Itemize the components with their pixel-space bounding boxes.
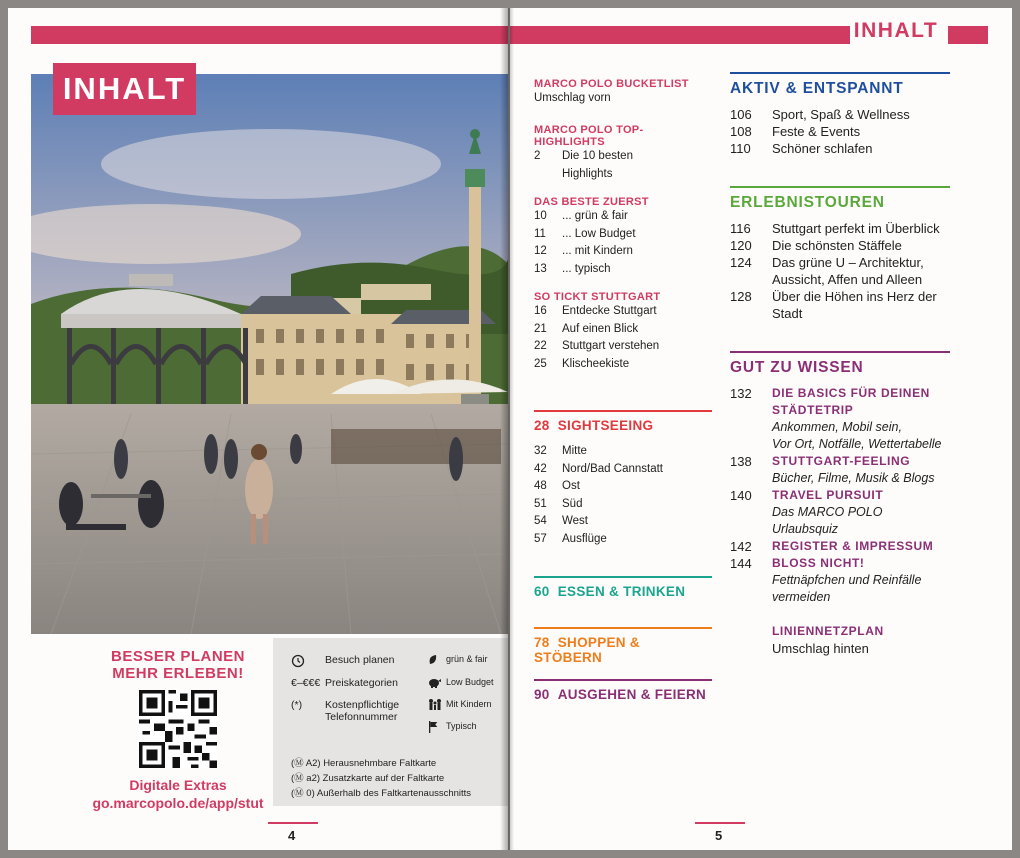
page-number-rule: [695, 822, 745, 824]
aktiv-heading[interactable]: AKTIV & ENTSPANNT: [730, 80, 904, 97]
legend-label: Besuch planen: [325, 654, 395, 666]
toc-item-cont: [730, 271, 950, 288]
inhalt-badge: INHALT: [53, 63, 196, 115]
toc-text: Stuttgart verstehen: [562, 340, 660, 352]
schlossplatz-illustration: [31, 74, 508, 634]
toc-item[interactable]: [730, 106, 950, 123]
section-sightseeing: [534, 410, 712, 548]
toc-item[interactable]: [730, 288, 950, 305]
toc-sub: Umschlag hinten: [772, 641, 869, 656]
right-page: [510, 8, 1012, 850]
toc-num: 51: [534, 497, 547, 510]
toc-text: Über die Höhen ins Herz der: [772, 289, 937, 304]
toc-num: 13: [534, 262, 547, 275]
toc-item[interactable]: [730, 237, 950, 254]
toc-text: ... mit Kindern: [562, 245, 633, 257]
toc-num: 22: [534, 340, 547, 352]
piggy-bank-icon: [428, 677, 446, 690]
toc-item-bloss[interactable]: [730, 555, 950, 572]
dasbeste-list: [534, 208, 712, 278]
toc-text: Schöner schlafen: [772, 141, 873, 156]
toc-text: Sport, Spaß & Wellness: [772, 107, 910, 122]
section-num: 78: [534, 635, 550, 650]
promo-url-link[interactable]: go.marcopolo.de/app/stut: [92, 795, 264, 811]
toc-text: Auf einen Blick: [562, 322, 639, 335]
toc-text: ... grün & fair: [562, 210, 628, 222]
toc-text: Aussicht, Affen und Alleen: [772, 272, 923, 287]
toc-num: 57: [534, 532, 547, 545]
clock-icon: [291, 654, 325, 671]
shoppen-heading[interactable]: [534, 629, 712, 665]
toc-title: STÄDTETRIP: [772, 403, 854, 417]
header-bar: [31, 26, 508, 44]
toc-item[interactable]: [534, 461, 712, 479]
section-num: 28: [534, 418, 550, 433]
section-aktiv: [730, 72, 950, 157]
toc-text: Mitte: [562, 445, 587, 457]
map-note: (Ⓜ a2) Zusatzkarte auf der Faltkarte: [291, 773, 445, 784]
toc-num: 124: [730, 255, 752, 270]
toc-num: 116: [730, 221, 751, 236]
toc-text: Stuttgart perfekt im Überblick: [772, 221, 940, 236]
toc-title: TRAVEL PURSUIT: [772, 488, 884, 502]
legend-icon-label: Mit Kindern: [446, 699, 492, 709]
toc-num: 48: [534, 480, 547, 492]
toc-sub: Vor Ort, Notfälle, Wettertabelle: [772, 437, 942, 451]
toc-sub: Das MARCO POLO Urlaubsquiz: [772, 505, 883, 536]
toc-item[interactable]: [534, 356, 712, 374]
toc-num: 32: [534, 445, 547, 457]
toc-num: 106: [730, 107, 752, 122]
map-notes: [291, 756, 471, 801]
toc-item[interactable]: [534, 261, 712, 279]
toc-sub: vermeiden: [772, 590, 831, 604]
toc-sub: Ankommen, Mobil sein,: [772, 420, 902, 434]
toc-title: DIE BASICS FÜR DEINEN: [772, 386, 930, 400]
promo-box: [88, 648, 268, 812]
bucketlist-title: MARCO POLO BUCKETLIST: [534, 78, 689, 90]
legend-label: Preiskategorien: [325, 677, 398, 689]
toc-text: ... typisch: [562, 262, 611, 275]
toc-num: 120: [730, 238, 752, 253]
toc-item[interactable]: [534, 496, 712, 514]
toc-item-travel[interactable]: [730, 487, 950, 504]
page-number: 5: [715, 828, 723, 843]
toc-text: Süd: [562, 497, 583, 510]
phone-symbol: (*): [291, 699, 303, 711]
section-gut-zu-wissen: [730, 351, 950, 657]
toc-text: Die schönsten Stäffele: [772, 238, 902, 253]
toc-item[interactable]: [534, 338, 712, 356]
legend-besuch: [291, 654, 394, 671]
flag-icon: [428, 721, 446, 735]
toc-sub: Bücher, Filme, Musik & Blogs: [772, 471, 935, 485]
toc-item[interactable]: [730, 220, 950, 237]
erlebnis-list: [730, 220, 950, 322]
toc-item[interactable]: [730, 140, 950, 157]
ausgehen-heading[interactable]: [534, 681, 712, 702]
toc-num: 138: [730, 454, 752, 469]
sotickt-list: [534, 303, 712, 373]
header-bar-end: [948, 26, 988, 44]
legend-typisch: [428, 721, 477, 735]
section-num: 90: [534, 687, 550, 702]
toc-num: 132: [730, 386, 752, 401]
legend-label: Kostenpflichtige Telefonnummer: [325, 699, 400, 723]
legend-icon-label: Typisch: [446, 721, 477, 731]
tophighlights-title: MARCO POLO TOP-HIGHLIGHTS: [534, 124, 644, 148]
toc-item[interactable]: [534, 208, 712, 226]
aktiv-list: [730, 106, 950, 157]
left-page: [8, 8, 508, 850]
qr-code-icon[interactable]: [139, 690, 217, 768]
toc-num: 144: [730, 556, 752, 571]
toc-title: LINIENNETZPLAN: [772, 624, 884, 638]
legend-lowbudget: [428, 677, 494, 690]
toc-item[interactable]: [534, 443, 712, 461]
toc-num: 16: [534, 305, 547, 317]
toc-item[interactable]: [534, 321, 712, 339]
legend-box: [273, 638, 508, 806]
page-number: 4: [288, 828, 296, 843]
toc-text: Klischeekiste: [562, 357, 630, 370]
erlebnis-heading[interactable]: ERLEBNISTOUREN: [730, 194, 885, 211]
family-icon: [428, 699, 446, 712]
bucketlist-text[interactable]: Umschlag vorn: [534, 92, 611, 104]
toc-text: West: [562, 515, 588, 527]
legend-icon-label: Low Budget: [446, 677, 494, 687]
toc-item[interactable]: [534, 478, 712, 496]
legend-gruen: [428, 654, 488, 668]
section-title: AUSGEHEN & FEIERN: [557, 687, 707, 702]
book-gutter: [500, 8, 514, 850]
toc-text: Ost: [562, 480, 580, 492]
toc-num: 10: [534, 210, 547, 222]
toc-num: 42: [534, 462, 547, 475]
legend-icon-label: grün & fair: [446, 654, 488, 664]
map-note: (Ⓜ A2) Herausnehmbare Faltkarte: [291, 758, 437, 769]
legend-telefon: [291, 699, 411, 723]
section-essen: [534, 576, 712, 599]
toc-item-linien[interactable]: [730, 623, 950, 640]
promo-line2: MEHR ERLEBEN!: [112, 665, 244, 682]
toc-text: Das grüne U – Architektur,: [772, 255, 924, 270]
toc-text: Ausflüge: [562, 532, 607, 545]
header-tab-inhalt: INHALT: [850, 18, 942, 44]
section-title: SIGHTSEEING: [557, 418, 654, 433]
toc-item[interactable]: [730, 123, 950, 140]
gut-heading[interactable]: GUT ZU WISSEN: [730, 359, 864, 376]
sightseeing-list: [534, 443, 712, 548]
toc-item-register[interactable]: [730, 538, 950, 555]
price-symbol: €–€€€: [291, 677, 321, 689]
toc-num: 128: [730, 289, 752, 304]
dasbeste-title: DAS BESTE ZUERST: [534, 196, 649, 208]
page-number-rule: [268, 822, 318, 824]
section-title: ESSEN & TRINKEN: [557, 584, 686, 599]
toc-sub: Fettnäpfchen und Reinfälle: [772, 573, 922, 587]
toc-text: ... Low Budget: [562, 227, 636, 240]
section-num: 60: [534, 584, 550, 599]
tophighlights-item[interactable]: [534, 148, 712, 183]
toc-title: STUTTGART-FEELING: [772, 454, 911, 468]
toc-item[interactable]: [534, 303, 712, 321]
toc-item[interactable]: [534, 531, 712, 549]
section-erlebnis: [730, 186, 950, 322]
toc-text: Highlights: [562, 167, 613, 180]
promo-line1: BESSER PLANEN: [110, 648, 246, 665]
photo-schlossplatz: [31, 74, 508, 634]
toc-text: Die 10 besten: [562, 150, 633, 162]
sightseeing-heading[interactable]: [534, 412, 712, 433]
legend-preis: [291, 677, 398, 689]
toc-text: Entdecke Stuttgart: [562, 305, 657, 317]
toc-num: 54: [534, 515, 547, 527]
toc-item-basics[interactable]: [730, 385, 950, 402]
toc-num: 11: [534, 227, 546, 240]
sotickt-title: SO TICKT STUTTGART: [534, 291, 661, 303]
toc-num: 108: [730, 124, 752, 139]
toc-item-feeling[interactable]: [730, 453, 950, 470]
toc-text: Nord/Bad Cannstatt: [562, 462, 664, 475]
promo-extras-label: Digitale Extras: [129, 777, 227, 793]
essen-heading[interactable]: [534, 578, 712, 599]
legend-kinder: [428, 699, 492, 712]
section-ausgehen: [534, 679, 712, 702]
toc-num: 142: [730, 539, 752, 554]
toc-item[interactable]: [534, 513, 712, 531]
toc-num: 2: [534, 150, 541, 162]
gut-list: [730, 385, 950, 657]
toc-title: REGISTER & IMPRESSUM: [772, 539, 934, 553]
toc-title: BLOSS NICHT!: [772, 556, 865, 570]
map-note: (Ⓜ 0) Außerhalb des Faltkartenausschnitts: [291, 788, 472, 799]
toc-text: Feste & Events: [772, 124, 861, 139]
toc-item-cont: [730, 305, 950, 322]
toc-left-column: [534, 78, 712, 373]
section-title: SHOPPEN & STÖBERN: [534, 635, 640, 665]
header-bar: [510, 26, 850, 44]
toc-num: 140: [730, 488, 752, 503]
toc-num: 25: [534, 357, 547, 370]
toc-num: 110: [730, 141, 751, 156]
toc-item[interactable]: [534, 243, 712, 261]
toc-num: 21: [534, 322, 547, 335]
section-shoppen: [534, 627, 712, 665]
toc-text: Stadt: [772, 306, 803, 321]
toc-item[interactable]: [730, 254, 950, 271]
toc-item[interactable]: [534, 226, 712, 244]
leaf-icon: [428, 654, 446, 668]
toc-num: 12: [534, 245, 547, 257]
